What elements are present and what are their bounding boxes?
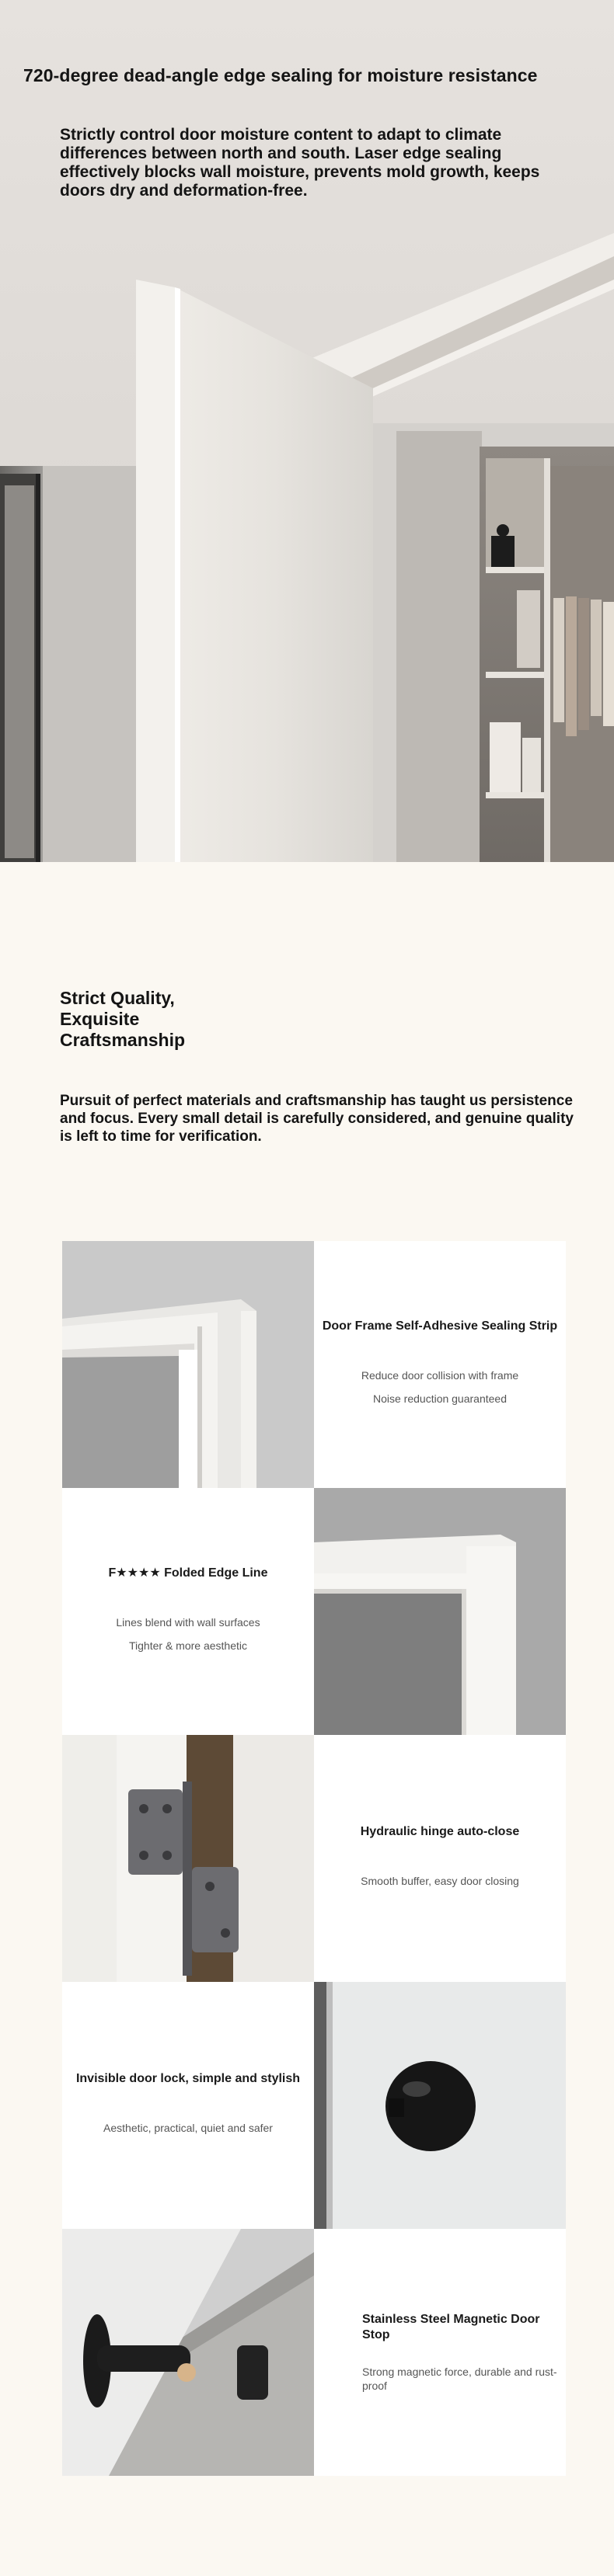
feature-title: F★★★★ Folded Edge Line <box>108 1566 268 1580</box>
quality-title <box>60 988 293 1051</box>
edge-line-photo <box>314 1488 566 1735</box>
feature-grid <box>62 1241 566 2476</box>
feature-card-hinge <box>314 1735 566 1982</box>
hinge-photo <box>62 1735 314 1982</box>
quality-title-line: Craftsmanship <box>60 1030 186 1050</box>
feature-line: Strong magnetic force, durable and rust-proof <box>362 2366 557 2392</box>
quality-description: Pursuit of perfect materials and craftsmanship has taught us persistence and focus. Every small detail is carefully considered, and genuine quality is left to time for verification. <box>60 1093 574 1145</box>
feature-title: Stainless Steel Magnetic Door Stop <box>362 2313 540 2341</box>
feature-line: Tighter & more aesthetic <box>129 1639 247 1652</box>
feature-line: Smooth buffer, easy door closing <box>361 1875 519 1887</box>
door-frame-photo <box>62 1241 314 1488</box>
door-knob-photo <box>314 1982 566 2229</box>
door-stop-photo <box>62 2229 314 2476</box>
feature-title: Invisible door lock, simple and stylish <box>75 2072 301 2085</box>
feature-card-folded-edge <box>62 1488 314 1735</box>
feature-line: Reduce door collision with frame <box>361 1369 519 1382</box>
hero-section <box>0 0 614 862</box>
hero-title: 720-degree dead-angle edge sealing for moisture resistance <box>23 65 538 85</box>
quality-title-line: Exquisite <box>60 1009 140 1029</box>
hero-description: Strictly control door moisture content to adapt to climate differences between north and south. Laser edge sealing effectively blocks wall moisture, prevents mold growth, keeps doors dry and deformation-free. <box>60 126 540 200</box>
feature-line: Aesthetic, practical, quiet and safer <box>103 2122 273 2134</box>
feature-line: Noise reduction guaranteed <box>372 1392 507 1405</box>
feature-card-sealing-strip <box>314 1241 566 1488</box>
feature-title: Door Frame Self-Adhesive Sealing Strip <box>322 1319 558 1333</box>
feature-title: Hydraulic hinge auto-close <box>360 1825 520 1838</box>
feature-card-door-stop <box>314 2229 566 2476</box>
feature-card-door-lock <box>62 1982 314 2229</box>
quality-title-line: Strict Quality, <box>60 988 175 1008</box>
feature-line: Lines blend with wall surfaces <box>116 1616 260 1629</box>
